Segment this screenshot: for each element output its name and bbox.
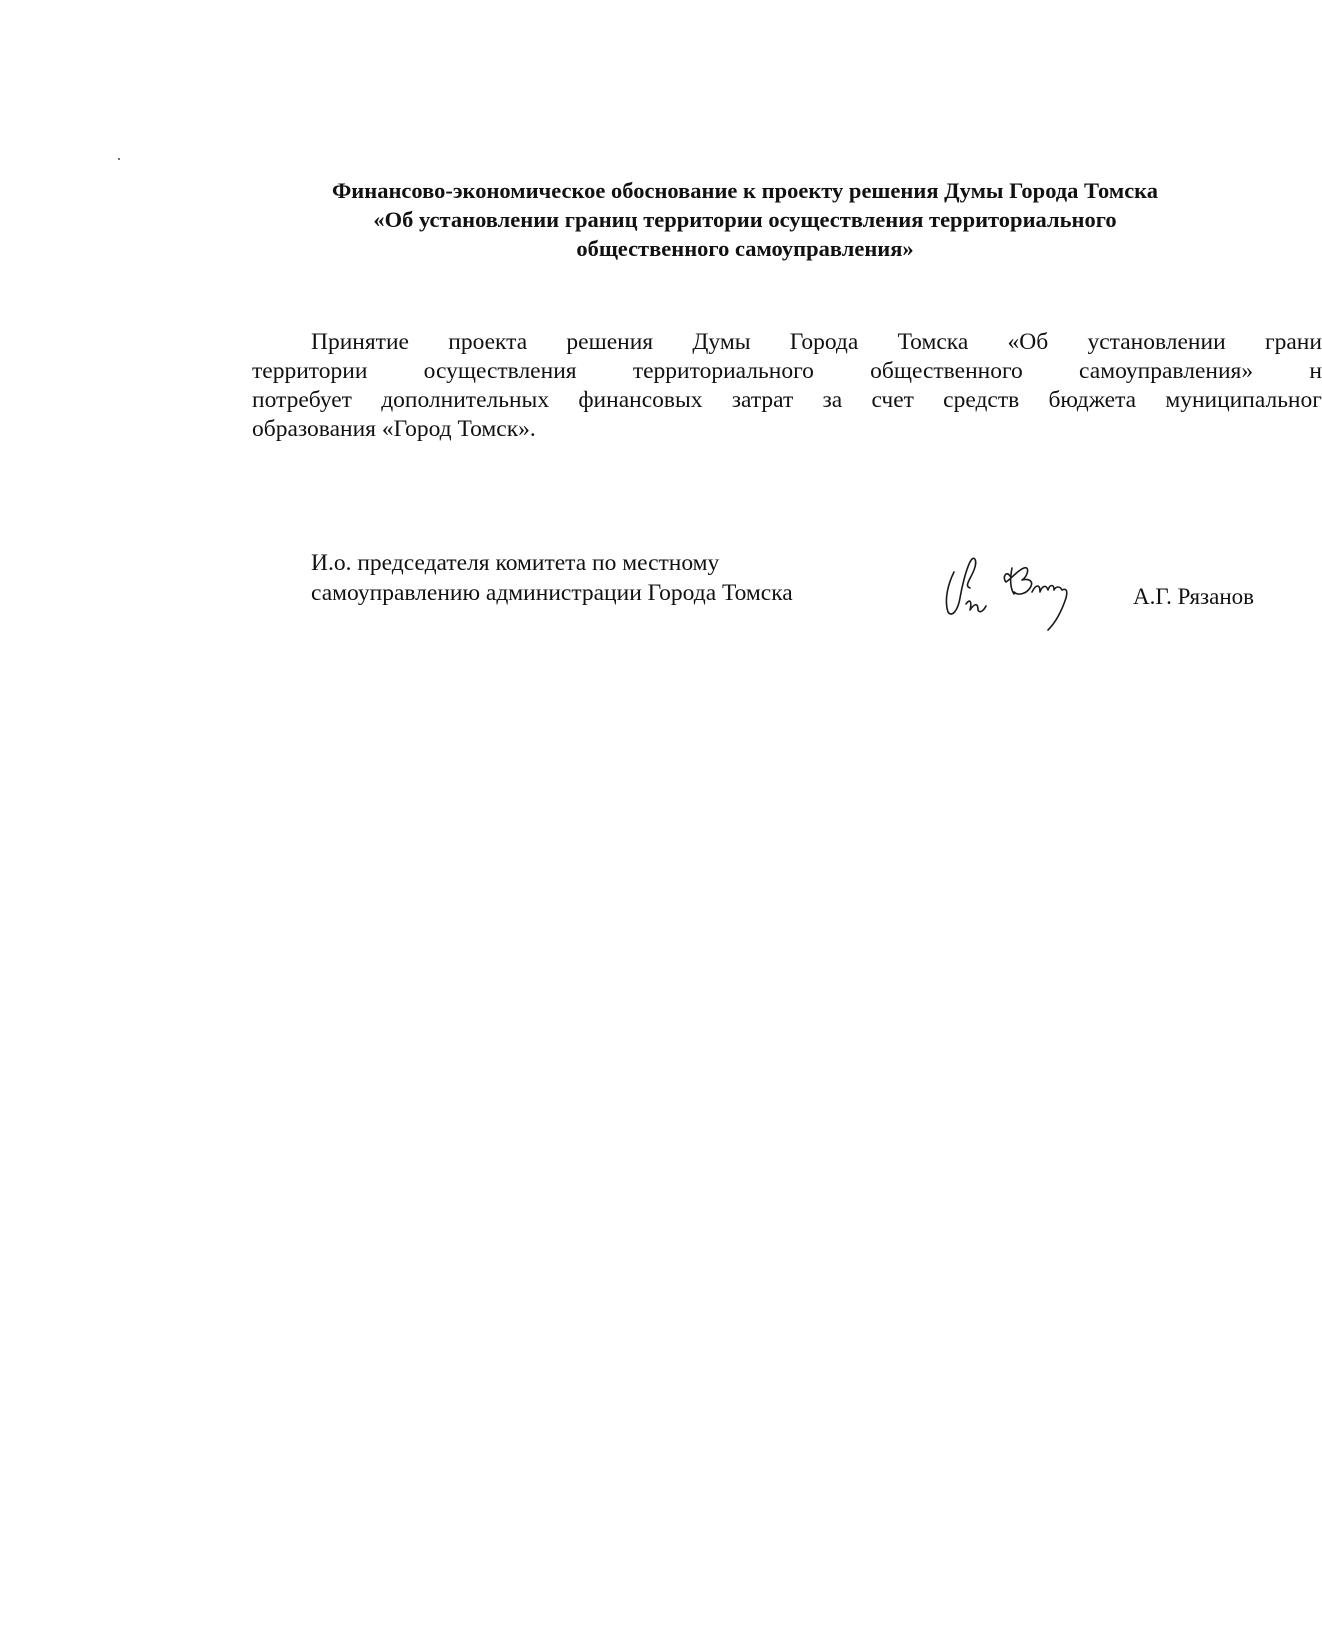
body-word: территории <box>252 358 368 384</box>
body-word: финансовых <box>578 387 703 413</box>
body-word: проекта <box>448 329 528 355</box>
body-word: бюджета <box>1048 387 1137 413</box>
signatory-position-line: самоуправлению администрации Города Томска <box>311 580 793 606</box>
body-word: дополнительных <box>381 387 550 413</box>
body-word: Города <box>789 329 859 355</box>
body-paragraph <box>252 328 1322 444</box>
signatory-position-line: И.о. председателя комитета по местному <box>311 550 720 576</box>
handwritten-signature <box>940 548 1090 634</box>
signatory-position <box>311 548 793 608</box>
body-word: общественного <box>870 358 1023 384</box>
body-line <box>252 357 1322 386</box>
document-title <box>240 176 1250 263</box>
body-word: осуществления <box>423 358 577 384</box>
body-line <box>252 386 1322 415</box>
body-word: н <box>1309 358 1322 384</box>
body-word: Принятие <box>311 329 409 355</box>
body-word: средств <box>943 387 1020 413</box>
body-word: затрат <box>731 387 794 413</box>
body-word: за <box>822 387 843 413</box>
body-word: «Об <box>1007 329 1049 355</box>
body-word: самоуправления» <box>1079 358 1254 384</box>
title-line: «Об установлении границ территории осуществления территориального <box>373 207 1117 232</box>
body-word: Думы <box>692 329 751 355</box>
body-word: Томска <box>897 329 969 355</box>
body-word: образования «Город Томск». <box>252 416 536 442</box>
body-word: муниципальног <box>1165 387 1322 413</box>
body-line <box>252 415 1322 444</box>
body-word: грани <box>1264 329 1322 355</box>
body-line <box>252 328 1322 357</box>
signatory-name: А.Г. Рязанов <box>1133 584 1255 609</box>
body-word: потребует <box>252 387 352 413</box>
scan-speck <box>118 158 120 160</box>
title-line: Финансово-экономическое обоснование к проекту решения Думы Города Томска <box>331 178 1159 203</box>
body-word: счет <box>871 387 914 413</box>
body-word: установлении <box>1087 329 1226 355</box>
title-line: общественного самоуправления» <box>576 236 914 261</box>
body-word: территориального <box>632 358 814 384</box>
body-word: решения <box>566 329 654 355</box>
